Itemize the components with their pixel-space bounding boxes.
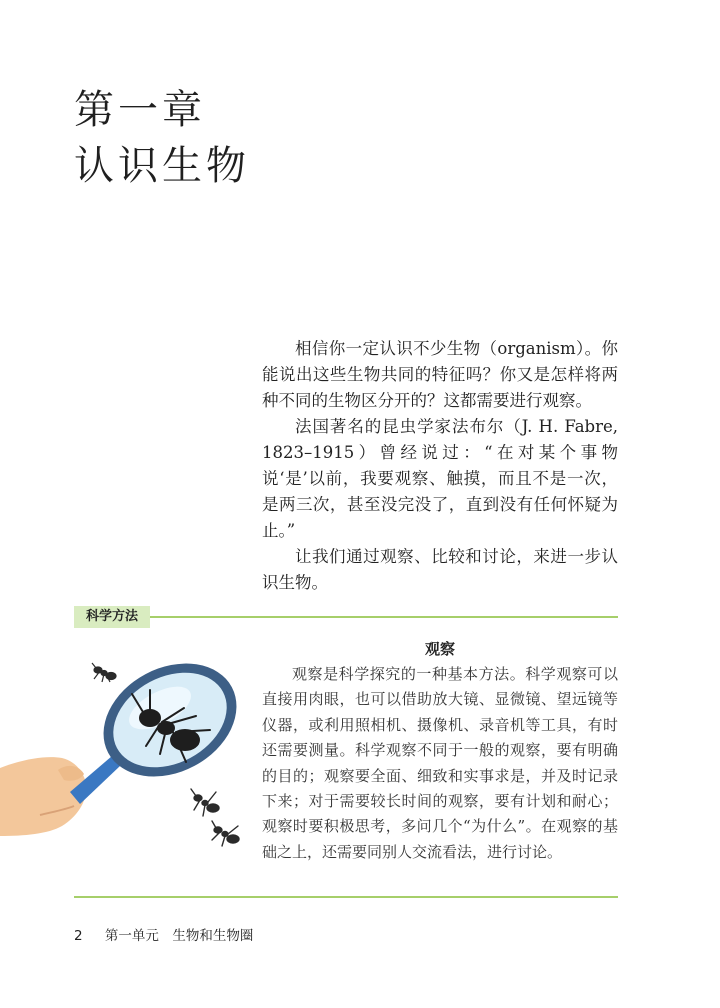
ant-icon	[92, 663, 116, 682]
observation-heading: 观察	[425, 640, 456, 658]
magnifier-ant-illustration	[0, 650, 260, 870]
intro-paragraph: 让我们通过观察、比较和讨论，来进一步认识生物。	[262, 547, 618, 592]
observation-paragraph: 观察是科学探究的一种基本方法。科学观察可以直接用肉眼，也可以借助放大镜、显微镜、望远镜等仪器，或利用照相机、摄像机、录音机等工具，有时还需要测量。科学观察不同于一般的观察，要有明确的目的；观察要全面、细致和实事求是，并及时记录下来；对于需要较长时间的观察，要有计划和耐心；观察时要积极思考，多问几个“为什么”。在观察的基础之上，还需要同别人交流看法，进行讨论。	[262, 665, 618, 861]
page-footer	[74, 924, 253, 944]
ant-icon	[212, 821, 239, 846]
page-number: 2	[74, 928, 83, 944]
science-method-bar	[74, 606, 618, 628]
chapter-number: 第一章	[74, 87, 206, 133]
intro-paragraph: 法国著名的昆虫学家法布尔（J. H. Fabre, 1823–1915）曾经说过：“在对某个事物说‘是’以前，我要观察、触摸，而且不是一次，是两三次，甚至没完没了，直到没有任何怀疑为止。”	[262, 417, 618, 540]
science-method-label: 科学方法	[74, 606, 150, 628]
chapter-heading	[74, 82, 250, 194]
unit-label: 第一单元 生物和生物圈	[104, 928, 254, 944]
intro-paragraph: 相信你一定认识不少生物（organism）。你能说出这些生物共同的特征吗？你又是怎样将两种不同的生物区分开的？这都需要进行观察。	[262, 339, 618, 410]
observation-text	[262, 662, 618, 865]
divider-line	[74, 616, 618, 618]
chapter-title: 认识生物	[74, 143, 250, 189]
divider-line	[74, 896, 618, 898]
ant-icon	[191, 789, 219, 816]
intro-text	[262, 336, 618, 596]
hand-icon	[0, 757, 86, 836]
